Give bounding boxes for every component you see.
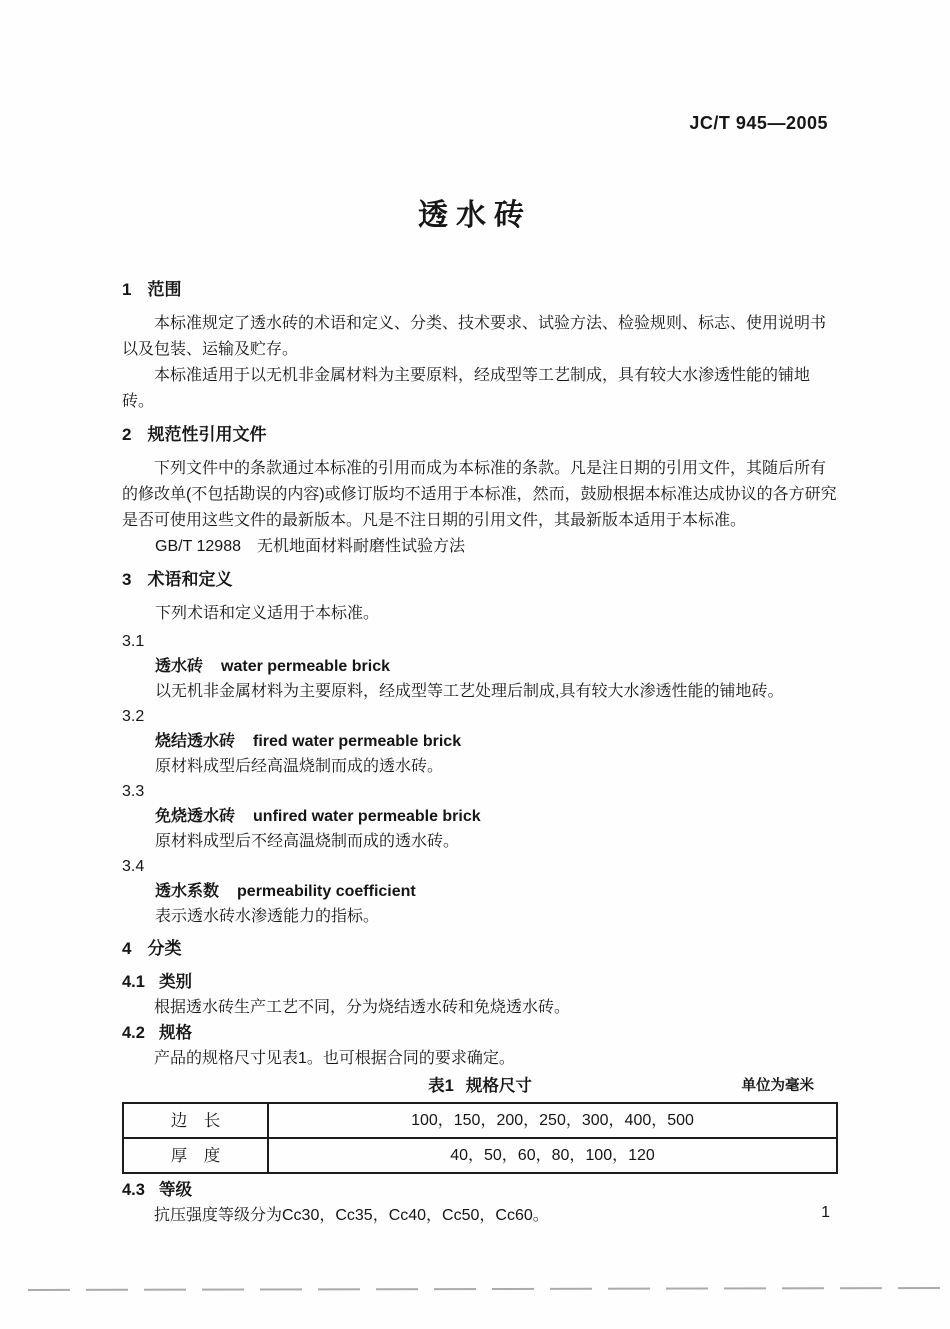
terms-intro: 下列术语和定义适用于本标准。 — [155, 605, 380, 622]
table-row — [123, 1138, 837, 1173]
section-title: 类别 — [158, 973, 192, 991]
term-name-zh: 透水砖 — [155, 658, 204, 675]
table-caption-title: 规格尺寸 — [465, 1077, 532, 1095]
term-block-3-1 — [122, 629, 838, 704]
spec-dimensions-table — [122, 1102, 838, 1174]
normative-reference: GB/T 12988 无机地面材料耐磨性试验方法 — [155, 538, 465, 555]
table-caption — [428, 1074, 532, 1098]
term-name-zh: 透水系数 — [155, 883, 220, 900]
section-4-3-paragraph: 抗压强度等级分为Cc30，Cc35，Cc40，Cc50，Cc60。 — [154, 1207, 549, 1224]
section-1-paragraph-2: 本标准适用于以无机非金属材料为主要原料，经成型等工艺制成，具有较大水渗透性能的铺地砖。 — [122, 367, 811, 410]
term-name — [122, 654, 838, 679]
section-title: 术语和定义 — [147, 570, 233, 589]
term-name-zh: 烧结透水砖 — [155, 733, 236, 750]
section-number: 4.2 — [122, 1024, 145, 1042]
term-name-en: water permeable brick — [221, 658, 390, 675]
term-definition: 原材料成型后经高温烧制而成的透水砖。 — [155, 758, 444, 775]
term-block-3-3 — [122, 779, 838, 854]
term-block-3-2 — [122, 704, 838, 779]
section-2-heading — [122, 422, 838, 448]
section-number: 4 — [122, 939, 132, 958]
row-label-thickness: 厚 度 — [123, 1138, 268, 1173]
section-4-3-heading — [122, 1178, 838, 1203]
section-4-1-paragraph: 根据透水砖生产工艺不同，分为烧结透水砖和免烧透水砖。 — [154, 999, 571, 1016]
row-value-edge-length: 100，150，200，250，300，400，500 — [268, 1103, 837, 1138]
section-title: 范围 — [147, 280, 182, 299]
term-number: 3.4 — [122, 858, 145, 875]
term-definition: 原材料成型后不经高温烧制而成的透水砖。 — [155, 833, 460, 850]
term-name-en: unfired water permeable brick — [253, 808, 481, 825]
term-number: 3.3 — [122, 783, 145, 800]
term-block-3-4 — [122, 854, 838, 929]
section-title: 规范性引用文件 — [147, 425, 267, 444]
table-caption-row — [122, 1074, 838, 1098]
term-name — [122, 729, 838, 754]
section-number: 2 — [122, 425, 132, 444]
document-title: 透水砖 — [418, 199, 532, 232]
section-3-heading — [122, 567, 838, 593]
term-number: 3.2 — [122, 708, 145, 725]
page-number: 1 — [821, 1204, 830, 1221]
table-unit-note: 单位为毫米 — [741, 1078, 814, 1094]
scan-artifact-line — [28, 1287, 942, 1291]
section-title: 等级 — [158, 1181, 192, 1199]
term-name — [122, 879, 838, 904]
table-caption-number: 表1 — [428, 1077, 454, 1095]
section-title: 分类 — [147, 939, 182, 958]
term-name-en: fired water permeable brick — [253, 733, 462, 750]
term-name-en: permeability coefficient — [237, 883, 416, 900]
table-row — [123, 1103, 837, 1138]
section-number: 3 — [122, 570, 132, 589]
row-label-edge-length: 边 长 — [123, 1103, 268, 1138]
term-definition: 表示透水砖水渗透能力的指标。 — [155, 908, 380, 925]
term-number: 3.1 — [122, 633, 145, 650]
section-number: 4.1 — [122, 973, 145, 991]
document-body — [122, 270, 838, 1229]
term-name — [122, 804, 838, 829]
term-definition: 以无机非金属材料为主要原料，经成型等工艺处理后制成,具有较大水渗透性能的铺地砖。 — [155, 683, 784, 700]
section-2-paragraph-1: 下列文件中的条款通过本标准的引用而成为本标准的条款。凡是注日期的引用文件，其随后所有的修改单(不包括勘误的内容)或修订版均不适用于本标准，然而，鼓励根据本标准达成协议的各方研究是否可使用这些文件的最新版本。凡是不注日期的引用文件，其最新版本适用于本标准。 — [122, 460, 837, 529]
standard-code: JC/T 945—2005 — [689, 113, 828, 133]
section-number: 1 — [122, 280, 132, 299]
row-value-thickness: 40，50，60，80，100，120 — [268, 1138, 837, 1173]
section-title: 规格 — [158, 1024, 192, 1042]
section-1-heading — [122, 277, 838, 303]
term-name-zh: 免烧透水砖 — [155, 808, 236, 825]
section-4-heading — [122, 936, 838, 962]
section-4-1-heading — [122, 970, 838, 995]
section-4-2-heading — [122, 1021, 838, 1046]
section-4-2-paragraph: 产品的规格尺寸见表1。也可根据合同的要求确定。 — [154, 1050, 515, 1067]
section-1-paragraph-1: 本标准规定了透水砖的术语和定义、分类、技术要求、试验方法、检验规则、标志、使用说明书以及包装、运输及贮存。 — [122, 315, 827, 358]
section-number: 4.3 — [122, 1181, 145, 1199]
